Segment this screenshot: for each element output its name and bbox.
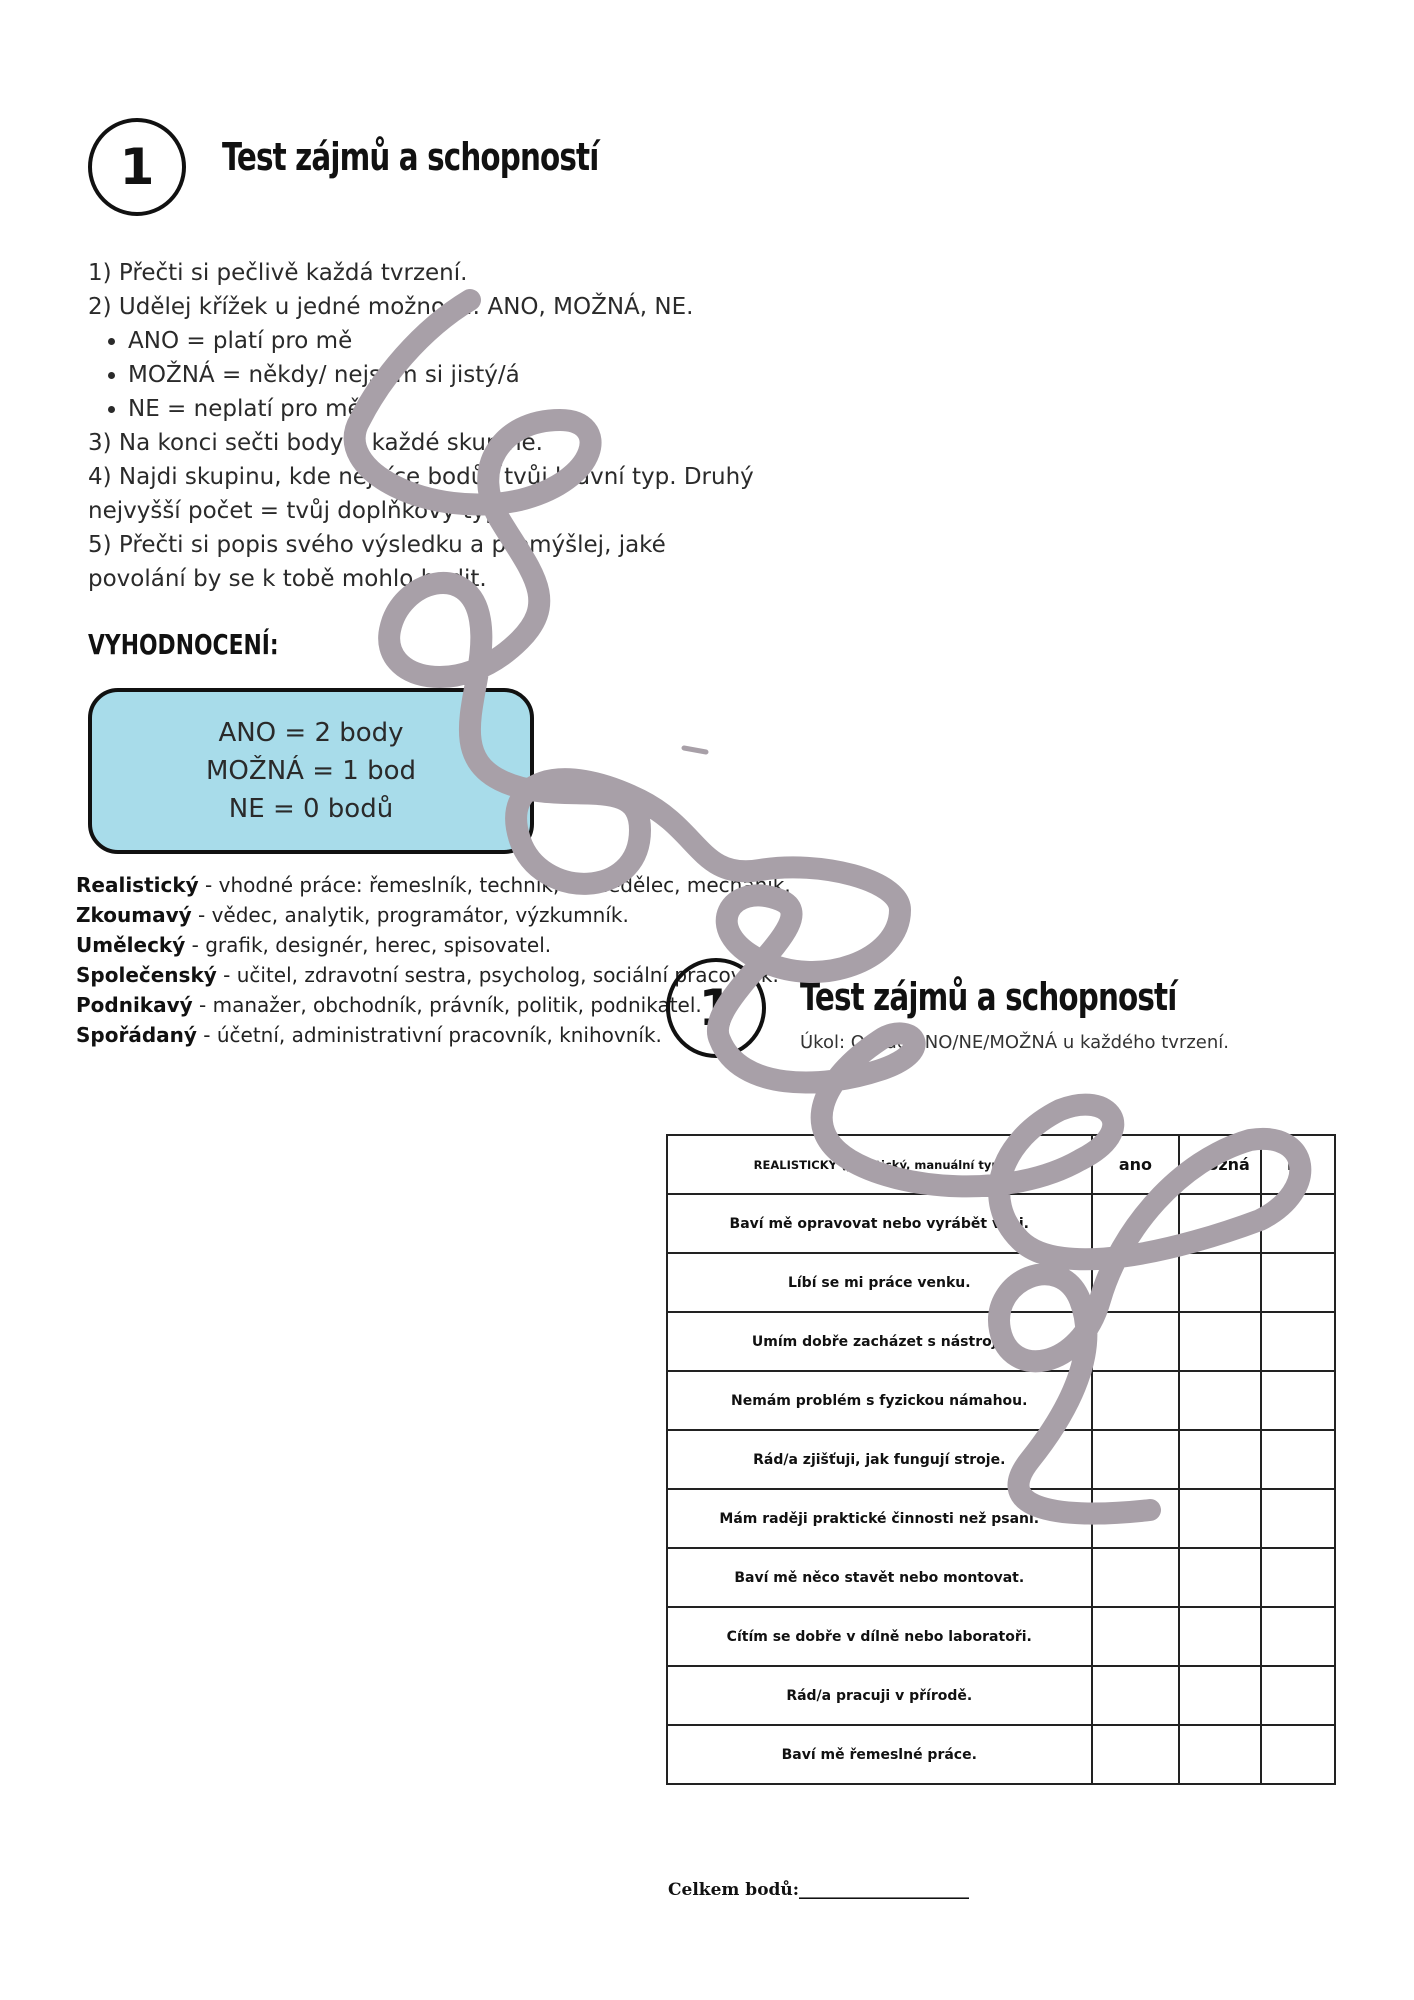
column-header-mozna: možná [1179,1135,1261,1194]
answer-cell-ano[interactable] [1092,1194,1180,1253]
statement-cell: Mám raději praktické činnosti než psaní. [667,1489,1092,1548]
statement-cell: Baví mě něco stavět nebo montovat. [667,1548,1092,1607]
table-row [667,1607,1335,1666]
answer-cell-ano[interactable] [1092,1489,1180,1548]
legend-item-mozna: • MOŽNÁ = někdy/ nejsem si jistý/á [128,358,768,392]
task-instruction: Úkol: Označ ANO/NE/MOŽNÁ u každého tvrzení. [800,1032,1229,1053]
answer-cell-ne[interactable] [1261,1371,1335,1430]
statement-cell: Rád/a pracuji v přírodě. [667,1666,1092,1725]
answer-cell-mozna[interactable] [1179,1725,1261,1784]
statement-cell: Líbí se mi práce venku. [667,1253,1092,1312]
answer-cell-mozna[interactable] [1179,1548,1261,1607]
answer-cell-ano[interactable] [1092,1312,1180,1371]
worksheet-number-badge: 1 [666,958,766,1058]
statement-cell: Umím dobře zacházet s nástroji. [667,1312,1092,1371]
instruction-step-3: 3) Na konci sečti body v každé skupině. [88,430,543,456]
answer-table [666,1134,1336,1785]
answer-cell-ano[interactable] [1092,1548,1180,1607]
statement-cell: Rád/a zjišťuji, jak fungují stroje. [667,1430,1092,1489]
statement-cell: Cítím se dobře v dílně nebo laboratoři. [667,1607,1092,1666]
table-row [667,1312,1335,1371]
score-ne: NE = 0 bodů [228,794,394,824]
table-row [667,1253,1335,1312]
instruction-step-4: 4) Najdi skupinu, kde nejvíce bodů ´tvůj hlavní typ. Druhý nejvyšší počet = tvůj doplňkový typ. [88,464,754,524]
answer-cell-ne[interactable] [1261,1725,1335,1784]
column-header-ano: ano [1092,1135,1180,1194]
evaluation-heading: VYHODNOCENÍ: [88,628,279,661]
answer-cell-ne[interactable] [1261,1489,1335,1548]
type-item: Realistický - vhodné práce: řemeslník, technik, zemědělec, mechanik. [76,873,791,897]
answer-legend-list [88,324,768,426]
page-title: Test zájmů a schopností [222,135,599,179]
answer-cell-ano[interactable] [1092,1253,1180,1312]
table-row [667,1725,1335,1784]
answer-cell-ne[interactable] [1261,1194,1335,1253]
answer-cell-ano[interactable] [1092,1666,1180,1725]
type-item: Zkoumavý - vědec, analytik, programátor, výzkumník. [76,903,629,927]
table-row [667,1489,1335,1548]
table-row [667,1430,1335,1489]
statement-cell: Nemám problém s fyzickou námahou. [667,1371,1092,1430]
section-number-badge: 1 [88,118,186,216]
worksheet-title: Test zájmů a schopností [800,975,1177,1019]
answer-cell-ne[interactable] [1261,1607,1335,1666]
answer-cell-mozna[interactable] [1179,1607,1261,1666]
answer-cell-ano[interactable] [1092,1430,1180,1489]
table-row [667,1548,1335,1607]
legend-item-ano: • ANO = platí pro mě [128,324,768,358]
total-points-line: Celkem bodů:____________________ [668,1880,970,1900]
type-item: Umělecký - grafik, designér, herec, spisovatel. [76,933,552,957]
table-header-row [667,1135,1335,1194]
answer-cell-mozna[interactable] [1179,1253,1261,1312]
answer-cell-ne[interactable] [1261,1253,1335,1312]
score-mozna: MOŽNÁ = 1 bod [206,756,416,786]
type-item: Společenský - učitel, zdravotní sestra, psycholog, sociální pracovník. [76,963,779,987]
answer-cell-ne[interactable] [1261,1666,1335,1725]
instruction-step-2: 2) Udělej křížek u jedné možnosti: ANO, MOŽNÁ, NE. [88,294,694,320]
answer-cell-ne[interactable] [1261,1548,1335,1607]
table-row [667,1666,1335,1725]
score-ano: ANO = 2 body [218,718,404,748]
answer-cell-mozna[interactable] [1179,1371,1261,1430]
type-item: Podnikavý - manažer, obchodník, právník, politik, podnikatel. [76,993,702,1017]
answer-cell-ne[interactable] [1261,1430,1335,1489]
scoring-box [88,688,534,854]
statement-cell: Baví mě řemeslné práce. [667,1725,1092,1784]
table-row [667,1371,1335,1430]
instruction-step-1: 1) Přečti si pečlivě každá tvrzení. [88,260,468,286]
instructions [88,256,768,596]
column-header-ne: ne [1261,1135,1335,1194]
answer-cell-mozna[interactable] [1179,1312,1261,1371]
type-item: Spořádaný - účetní, administrativní pracovník, knihovník. [76,1023,662,1047]
legend-item-ne: • NE = neplatí pro mě. [128,392,768,426]
category-header: REALISTICKÝ (praktický, manuální typ) [667,1135,1092,1194]
table-row [667,1194,1335,1253]
answer-cell-ano[interactable] [1092,1725,1180,1784]
statement-cell: Baví mě opravovat nebo vyrábět věci. [667,1194,1092,1253]
answer-cell-ano[interactable] [1092,1607,1180,1666]
answer-cell-mozna[interactable] [1179,1194,1261,1253]
answer-cell-mozna[interactable] [1179,1489,1261,1548]
instruction-step-5: 5) Přečti si popis svého výsledku a přemýšlej, jaké povolání by se k tobě mohlo hodit. [88,532,666,592]
answer-cell-mozna[interactable] [1179,1430,1261,1489]
answer-cell-mozna[interactable] [1179,1666,1261,1725]
answer-cell-ne[interactable] [1261,1312,1335,1371]
personality-types-list [76,870,791,1050]
answer-cell-ano[interactable] [1092,1371,1180,1430]
